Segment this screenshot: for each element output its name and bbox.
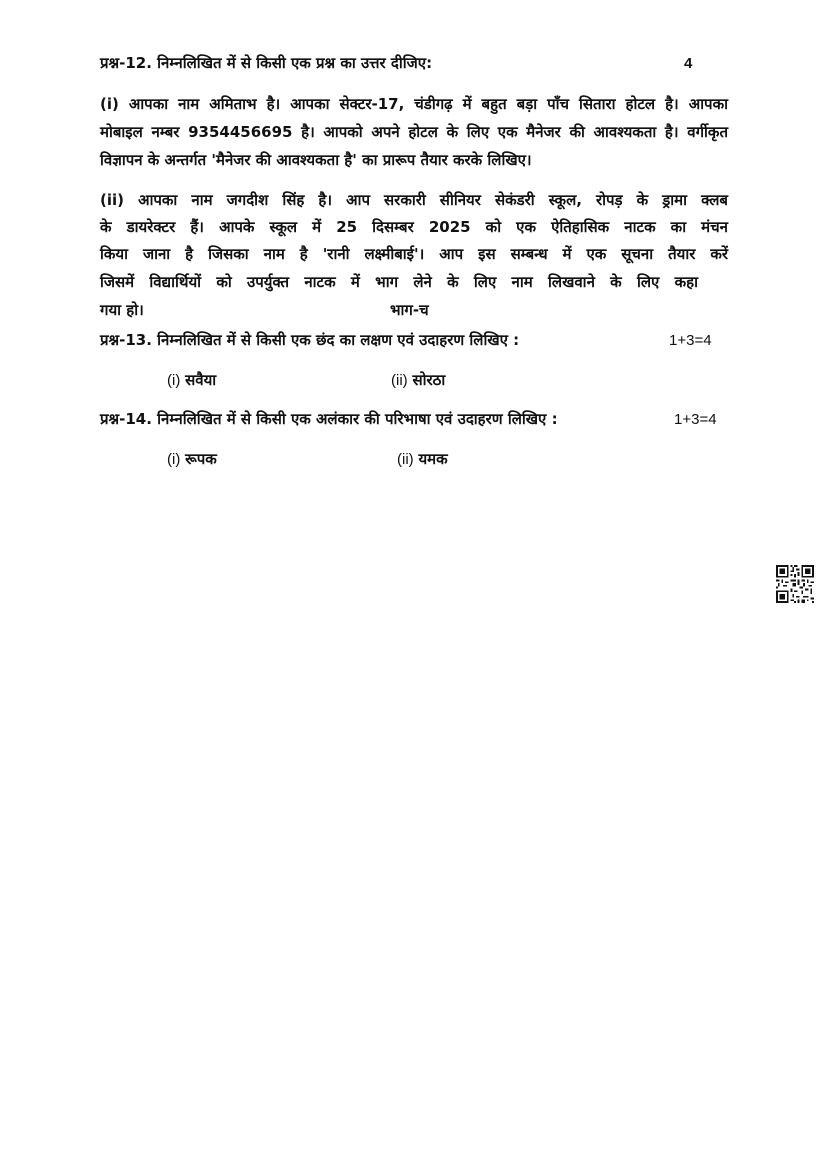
- section-label: भाग-च: [390, 301, 429, 319]
- q13-option-1-text: सवैया: [185, 371, 217, 389]
- q14-option-1-number: (i): [167, 451, 181, 468]
- q12-marks: 4: [684, 55, 693, 72]
- q14-marks: 1+3=4: [674, 411, 717, 428]
- q12-part-ii-line-2: के डायरेक्टर हैं। आपके स्कूल में 25 दिसम्बर 2025 को एक ऐतिहासिक नाटक का मंचन: [100, 218, 728, 236]
- q13-option-1: [167, 369, 216, 392]
- q13-option-2-number: (ii): [391, 372, 408, 389]
- q13-option-2: [391, 369, 445, 392]
- q12-part-ii-line-4: जिसमें विद्यार्थियों को उपर्युक्त नाटक में भाग लेने के लिए नाम लिखवाने के लिए कहा: [100, 273, 698, 291]
- q12-part-i-line-3: विज्ञापन के अन्तर्गत 'मैनेजर की आवश्यकता है' का प्रारूप तैयार करके लिखिए।: [100, 151, 532, 169]
- q13-option-1-number: (i): [167, 372, 181, 389]
- q14-option-2-number: (ii): [397, 451, 414, 468]
- q13-option-2-text: सोरठा: [412, 371, 446, 389]
- q12-heading: प्रश्न-12. निम्नलिखित में से किसी एक प्रश्न का उत्तर दीजिए:: [100, 54, 433, 72]
- q14-option-2-text: यमक: [418, 450, 448, 468]
- q14-heading: प्रश्न-14. निम्नलिखित में से किसी एक अलंकार की परिभाषा एवं उदाहरण लिखिए :: [100, 410, 558, 428]
- q12-part-ii-line-5: गया हो।: [100, 301, 144, 319]
- q14-option-2: [397, 448, 448, 471]
- q13-heading: प्रश्न-13. निम्नलिखित में से किसी एक छंद का लक्षण एवं उदाहरण लिखिए :: [100, 331, 520, 349]
- q14-option-1-text: रूपक: [185, 450, 217, 468]
- q13-marks: 1+3=4: [669, 332, 712, 349]
- q14-option-1: [167, 448, 217, 471]
- q12-part-ii-line-3: किया जाना है जिसका नाम है 'रानी लक्ष्मीबाई'। आप इस सम्बन्ध में एक सूचना तैयार करें: [100, 245, 728, 263]
- qr-code-icon: [776, 565, 814, 603]
- q12-part-i-line-1: (i) आपका नाम अमिताभ है। आपका सेक्टर-17, चंडीगढ़ में बहुत बड़ा पाँच सितारा होटल है। आपका: [100, 95, 728, 113]
- q12-part-i-line-2: मोबाइल नम्बर 9354456695 है। आपको अपने होटल के लिए एक मैनेजर की आवश्यकता है। वर्गीकृत: [100, 123, 728, 141]
- q12-part-ii-line-1: (ii) आपका नाम जगदीश सिंह है। आप सरकारी सीनियर सेकंडरी स्कूल, रोपड़ के ड्रामा क्लब: [100, 191, 728, 209]
